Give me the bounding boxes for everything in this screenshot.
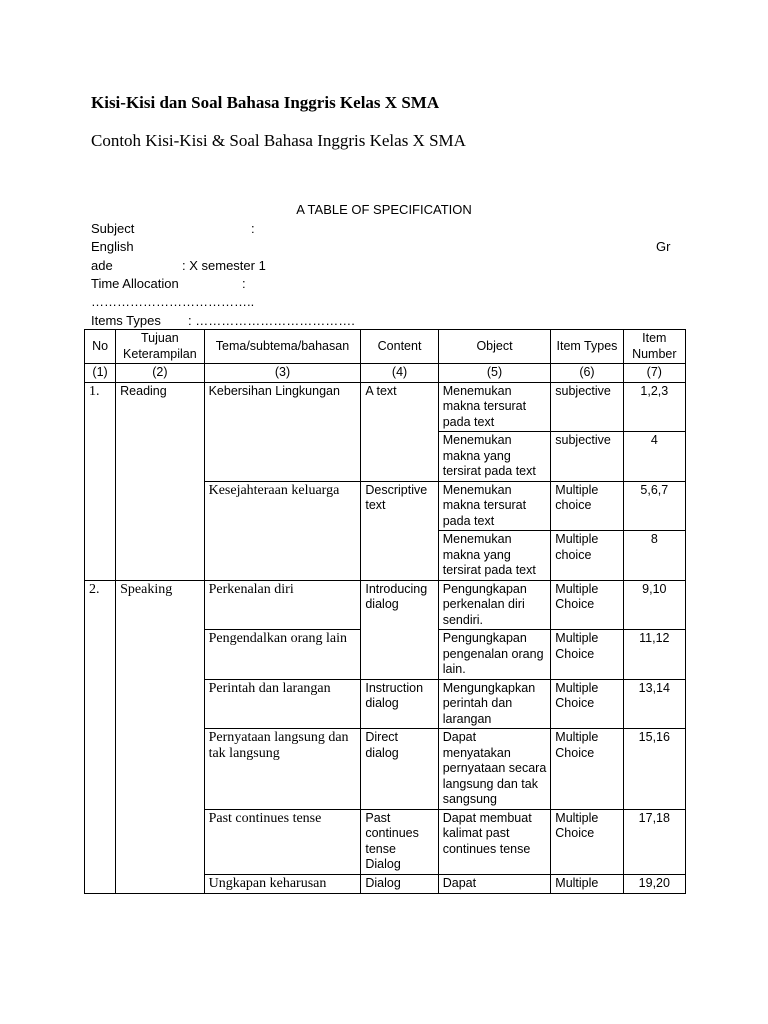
item-type-cell: Multiple Choice [551,580,623,630]
grade-label-part1: Gr [656,239,671,254]
item-number-cell: 8 [623,531,685,581]
item-number-cell: 4 [623,432,685,482]
table-header-row [85,330,686,364]
time-allocation-label: Time Allocation [91,276,179,291]
object-cell: Dapat menyatakan pernyataan secara langsung dan tak sangsung [438,729,551,810]
theme-cell: Perintah dan larangan [204,679,361,729]
object-cell: Menemukan makna tersurat pada text [438,481,551,531]
section-number: 2. [85,580,116,893]
item-type-cell: Multiple Choice [551,729,623,810]
object-cell: Menemukan makna yang tersirat pada text [438,432,551,482]
item-number-cell: 15,16 [623,729,685,810]
theme-cell: Pengendalkan orang lain [204,630,361,680]
object-cell: Pengungkapan pengenalan orang lain. [438,630,551,680]
object-cell: Menemukan makna tersurat pada text [438,382,551,432]
object-cell: Menemukan makna yang tersirat pada text [438,531,551,581]
section-skill: Reading [116,382,204,580]
item-type-cell: subjective [551,432,623,482]
index-cell: (1) [85,364,116,383]
document-heading: Kisi-Kisi dan Soal Bahasa Inggris Kelas X SMA [91,93,440,112]
document-subheading: Contoh Kisi-Kisi & Soal Bahasa Inggris Kelas X SMA [91,131,466,150]
header-theme: Tema/subtema/bahasan [204,330,361,364]
grade-value: : X semester 1 [182,258,266,273]
item-number-cell: 5,6,7 [623,481,685,531]
item-number-cell: 19,20 [623,874,685,893]
item-number-cell: 13,14 [623,679,685,729]
item-type-cell: Multiple choice [551,481,623,531]
items-types-value: : ………………………………. [188,313,355,328]
theme-cell: Pernyataan langsung dan tak langsung [204,729,361,810]
theme-cell: Kesejahteraan keluarga [204,481,361,580]
content-cell: Instruction dialog [361,679,438,729]
table-row [85,382,686,432]
specification-table [84,329,686,894]
index-cell: (6) [551,364,623,383]
item-type-cell: Multiple Choice [551,630,623,680]
theme-cell: Ungkapan keharusan [204,874,361,893]
header-content: Content [361,330,438,364]
grade-label-part2: ade [91,258,113,273]
table-index-row [85,364,686,383]
items-types-label: Items Types [91,313,161,328]
item-type-cell: Multiple Choice [551,809,623,874]
item-type-cell: Multiple [551,874,623,893]
content-cell: Dialog [361,874,438,893]
theme-cell: Perkenalan diri [204,580,361,630]
index-cell: (4) [361,364,438,383]
table-row [85,580,686,630]
item-number-cell: 11,12 [623,630,685,680]
object-cell: Mengungkapkan perintah dan larangan [438,679,551,729]
item-number-cell: 17,18 [623,809,685,874]
content-cell: Past continues tense Dialog [361,809,438,874]
item-type-cell: Multiple choice [551,531,623,581]
item-type-cell: subjective [551,382,623,432]
index-cell: (3) [204,364,361,383]
time-allocation-value: ……………………………….. [91,294,255,309]
item-number-cell: 1,2,3 [623,382,685,432]
index-cell: (7) [623,364,685,383]
item-number-cell: 9,10 [623,580,685,630]
section-skill: Speaking [116,580,204,893]
item-type-cell: Multiple Choice [551,679,623,729]
subject-value: English [91,239,134,254]
index-cell: (2) [116,364,204,383]
content-cell: Descriptive text [361,481,438,580]
content-cell: A text [361,382,438,481]
content-cell: Introducing dialog [361,580,438,679]
index-cell: (5) [438,364,551,383]
content-cell: Direct dialog [361,729,438,810]
object-cell: Dapat membuat kalimat past continues tense [438,809,551,874]
subject-label: Subject [91,221,135,236]
subject-colon: : [251,221,255,236]
header-skill: Tujuan Keterampilan [116,330,204,364]
time-allocation-colon: : [242,276,246,291]
section-number: 1. [85,382,116,580]
header-no: No [85,330,116,364]
object-cell: Pengungkapan perkenalan diri sendiri. [438,580,551,630]
theme-cell: Kebersihan Lingkungan [204,382,361,481]
spec-title: A TABLE OF SPECIFICATION [296,202,472,217]
header-item-types: Item Types [551,330,623,364]
header-object: Object [438,330,551,364]
theme-cell: Past continues tense [204,809,361,874]
object-cell: Dapat [438,874,551,893]
header-item-number: Item Number [623,330,685,364]
